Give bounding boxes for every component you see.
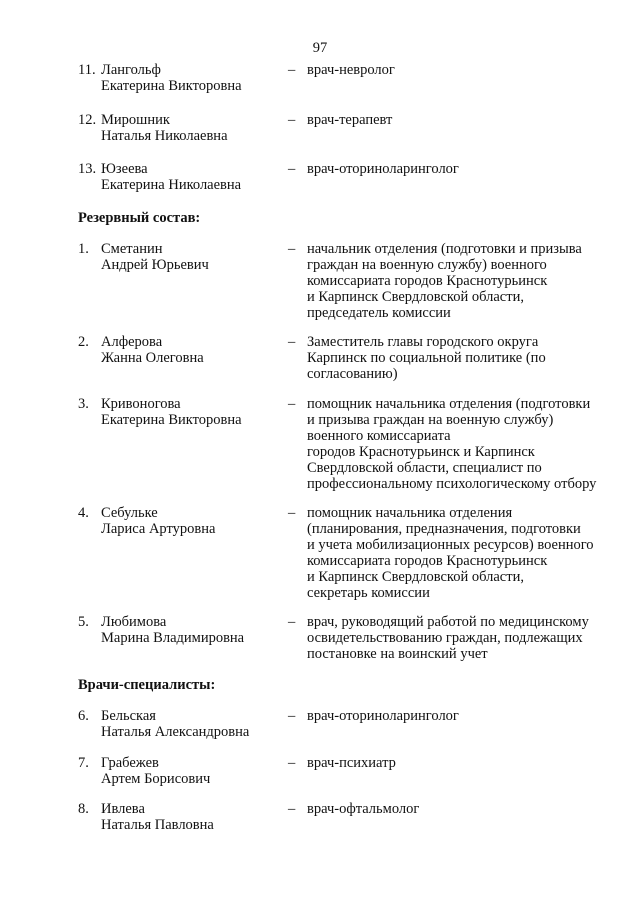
member-surname: Алферова <box>101 334 163 350</box>
member-surname: Лангольф <box>101 62 161 78</box>
member-role <box>307 334 618 382</box>
entry-number: 1. <box>78 241 89 257</box>
role-line: профессиональному психологическому отбору <box>307 476 597 492</box>
member-name <box>101 801 281 833</box>
member-surname: Себульке <box>101 505 158 521</box>
entry-number: 12. <box>78 112 97 128</box>
role-line: постановке на воинский учет <box>307 646 488 662</box>
entry-number: 6. <box>78 708 89 724</box>
role-line: помощник начальника отделения <box>307 505 513 521</box>
role-line: военного комиссариата <box>307 428 451 444</box>
reserve-heading: Резервный состав: <box>78 210 201 226</box>
member-given-names: Екатерина Викторовна <box>101 78 242 94</box>
role-line: секретарь комиссии <box>307 585 430 601</box>
entry-number: 3. <box>78 396 89 412</box>
member-given-names: Артем Борисович <box>101 771 211 787</box>
role-line: согласованию) <box>307 366 398 382</box>
role-line: врач-офтальмолог <box>307 801 420 817</box>
entry-number: 5. <box>78 614 89 630</box>
entry-number: 13. <box>78 161 97 177</box>
member-given-names: Андрей Юрьевич <box>101 257 209 273</box>
role-line: врач-невролог <box>307 62 395 78</box>
role-line: комиссариата городов Краснотурьинск <box>307 553 548 569</box>
role-line: врач-оториноларинголог <box>307 708 459 724</box>
member-name <box>101 396 281 428</box>
member-name <box>101 505 281 537</box>
specialists-heading: Врачи-специалисты: <box>78 677 216 693</box>
member-given-names: Жанна Олеговна <box>101 350 204 366</box>
dash-separator: – <box>288 614 296 630</box>
member-role <box>307 112 618 128</box>
member-role <box>307 708 618 724</box>
member-surname: Кривоногова <box>101 396 181 412</box>
member-name <box>101 614 281 646</box>
role-line: граждан на военную службу) военного <box>307 257 547 273</box>
member-given-names: Наталья Николаевна <box>101 128 228 144</box>
member-role <box>307 801 618 817</box>
role-line: Свердловской области, специалист по <box>307 460 542 476</box>
role-line: врач, руководящий работой по медицинскому <box>307 614 589 630</box>
member-name <box>101 112 281 144</box>
member-role <box>307 614 618 662</box>
role-line: начальник отделения (подготовки и призыва <box>307 241 582 257</box>
role-line: врач-оториноларинголог <box>307 161 459 177</box>
member-role <box>307 161 618 177</box>
member-role <box>307 62 618 78</box>
dash-separator: – <box>288 396 296 412</box>
entry-number: 2. <box>78 334 89 350</box>
dash-separator: – <box>288 505 296 521</box>
page-number: 97 <box>312 40 328 56</box>
member-surname: Любимова <box>101 614 167 630</box>
role-line: Заместитель главы городского округа <box>307 334 539 350</box>
member-name <box>101 161 281 193</box>
dash-separator: – <box>288 161 296 177</box>
role-line: Карпинск по социальной политике (по <box>307 350 546 366</box>
role-line: и учета мобилизационных ресурсов) военного <box>307 537 594 553</box>
member-surname: Ивлева <box>101 801 145 817</box>
member-given-names: Марина Владимировна <box>101 630 245 646</box>
role-line: и Карпинск Свердловской области, <box>307 569 524 585</box>
role-line: врач-психиатр <box>307 755 396 771</box>
member-given-names: Наталья Павловна <box>101 817 214 833</box>
dash-separator: – <box>288 755 296 771</box>
role-line: председатель комиссии <box>307 305 451 321</box>
role-line: и призыва граждан на военную службу) <box>307 412 554 428</box>
entry-number: 8. <box>78 801 89 817</box>
role-line: врач-терапевт <box>307 112 393 128</box>
member-role <box>307 505 618 601</box>
member-surname: Мирошник <box>101 112 170 128</box>
role-line: помощник начальника отделения (подготовки <box>307 396 591 412</box>
role-line: комиссариата городов Краснотурьинск <box>307 273 548 289</box>
entry-number: 4. <box>78 505 89 521</box>
member-given-names: Наталья Александровна <box>101 724 250 740</box>
member-name <box>101 755 281 787</box>
role-line: городов Краснотурьинск и Карпинск <box>307 444 535 460</box>
dash-separator: – <box>288 112 296 128</box>
dash-separator: – <box>288 62 296 78</box>
member-surname: Сметанин <box>101 241 163 257</box>
dash-separator: – <box>288 801 296 817</box>
dash-separator: – <box>288 334 296 350</box>
member-given-names: Екатерина Николаевна <box>101 177 242 193</box>
member-name <box>101 62 281 94</box>
member-given-names: Лариса Артуровна <box>101 521 216 537</box>
member-name <box>101 241 281 273</box>
role-line: и Карпинск Свердловской области, <box>307 289 524 305</box>
role-line: (планирования, предназначения, подготовки <box>307 521 581 537</box>
dash-separator: – <box>288 708 296 724</box>
role-line: освидетельствованию граждан, подлежащих <box>307 630 583 646</box>
member-surname: Юзеева <box>101 161 148 177</box>
member-name <box>101 334 281 366</box>
dash-separator: – <box>288 241 296 257</box>
entry-number: 7. <box>78 755 89 771</box>
entry-number: 11. <box>78 62 96 78</box>
member-role <box>307 396 618 492</box>
member-name <box>101 708 281 740</box>
member-role <box>307 755 618 771</box>
member-surname: Грабежев <box>101 755 159 771</box>
member-given-names: Екатерина Викторовна <box>101 412 242 428</box>
member-surname: Бельская <box>101 708 156 724</box>
member-role <box>307 241 618 321</box>
